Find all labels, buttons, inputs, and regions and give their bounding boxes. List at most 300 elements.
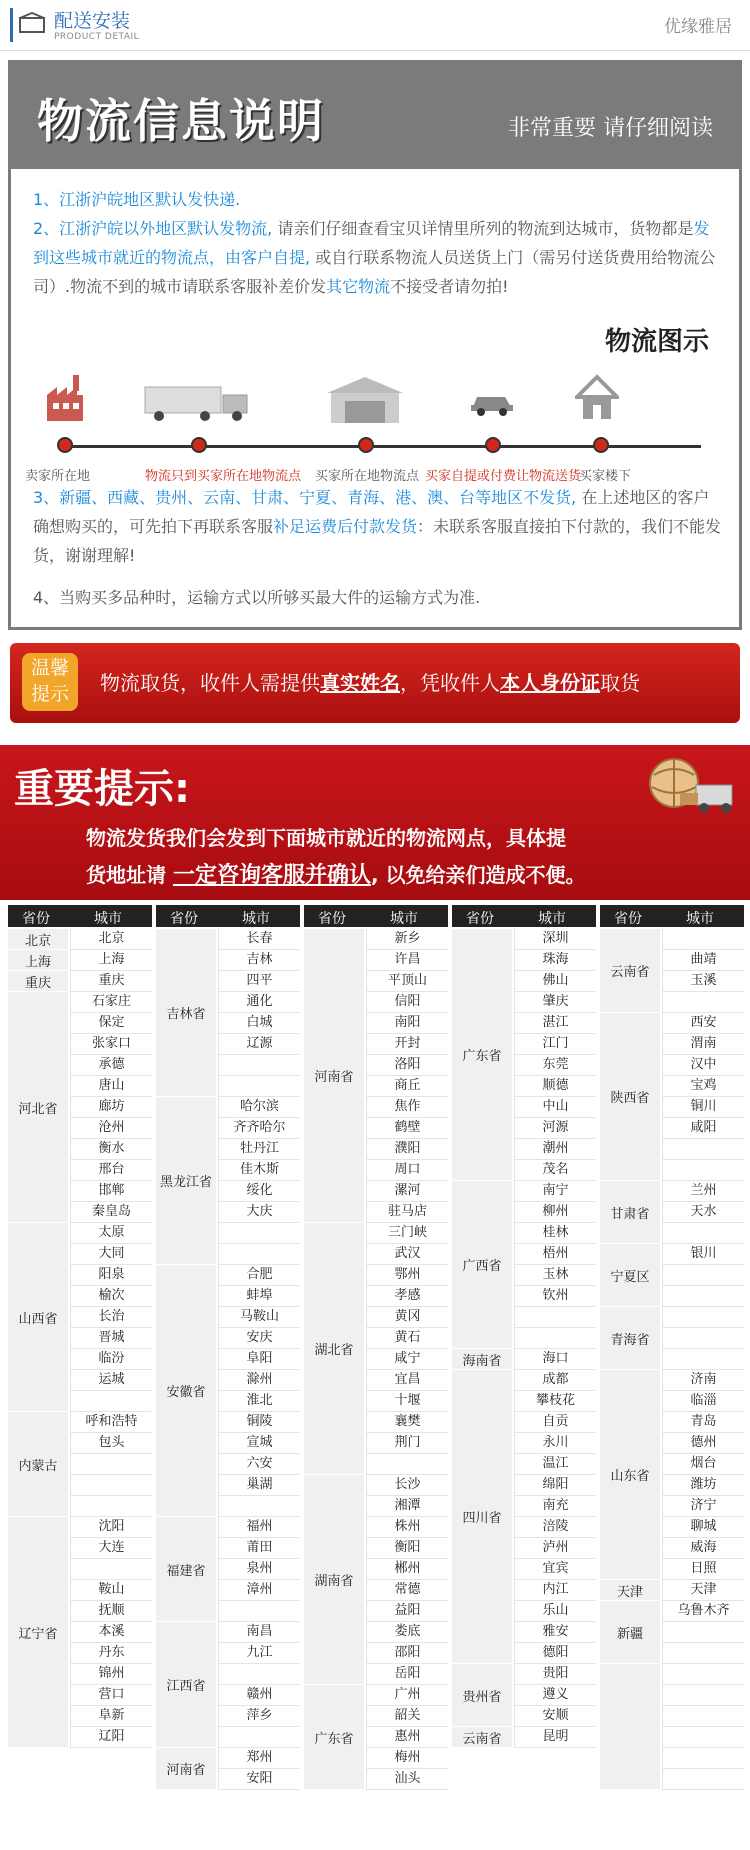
city-cell: 黄石 <box>366 1328 448 1349</box>
province-cell: 广西省 <box>452 1181 512 1349</box>
city-cell: 威海 <box>662 1538 744 1559</box>
province-cell: 安徽省 <box>156 1265 216 1517</box>
province-cell: 广东省 <box>304 1685 364 1790</box>
province-cell: 山东省 <box>600 1370 660 1580</box>
house-icon <box>575 373 619 423</box>
city-cell: 咸宁 <box>366 1349 448 1370</box>
flow-label: 买家自提或付费让物流送货 <box>425 469 582 484</box>
city-cell: 大庆 <box>218 1202 300 1223</box>
city-cell: 营口 <box>70 1685 152 1706</box>
warm-tip-text <box>100 667 640 696</box>
city-cell: 九江 <box>218 1643 300 1664</box>
page-header <box>0 0 750 52</box>
city-cell <box>218 1601 300 1622</box>
city-cell: 桂林 <box>514 1223 596 1244</box>
city-cell: 宜昌 <box>366 1370 448 1391</box>
city-cell: 呼和浩特 <box>70 1412 152 1433</box>
warm-text-part: 取货 <box>600 671 640 695</box>
province-cell: 贵州省 <box>452 1664 512 1727</box>
warm-tip-banner <box>10 643 740 723</box>
city-cell: 聊城 <box>662 1517 744 1538</box>
city-cell <box>70 1454 152 1475</box>
city-cell: 贵阳 <box>514 1664 596 1685</box>
city-cell: 银川 <box>662 1244 744 1265</box>
warm-text-id-card: 本人身份证 <box>500 671 600 695</box>
city-cell: 肇庆 <box>514 992 596 1013</box>
province-cell: 上海 <box>8 950 68 971</box>
city-cell: 巢湖 <box>218 1475 300 1496</box>
city-cell <box>662 1223 744 1244</box>
city-cell: 本溪 <box>70 1622 152 1643</box>
city-cell: 佳木斯 <box>218 1160 300 1181</box>
city-cell: 荆门 <box>366 1433 448 1454</box>
truck-icon <box>18 12 46 36</box>
city-cell: 四平 <box>218 971 300 992</box>
city-cell <box>662 1685 744 1706</box>
city-cell: 丹东 <box>70 1643 152 1664</box>
header-city: 城市 <box>94 911 122 927</box>
header-province: 省份 <box>22 911 50 927</box>
city-cell <box>662 1748 744 1769</box>
city-cell: 柳州 <box>514 1202 596 1223</box>
city-cell: 珠海 <box>514 950 596 971</box>
badge-line: 提示 <box>30 683 69 705</box>
table-column <box>452 905 596 1840</box>
city-cell <box>514 1307 596 1328</box>
city-cell: 潮州 <box>514 1139 596 1160</box>
header-city: 城市 <box>390 911 418 927</box>
city-cell: 娄底 <box>366 1622 448 1643</box>
city-cell: 保定 <box>70 1013 152 1034</box>
city-cell: 唐山 <box>70 1076 152 1097</box>
city-cell: 信阳 <box>366 992 448 1013</box>
city-cell: 铜陵 <box>218 1412 300 1433</box>
city-cell: 咸阳 <box>662 1118 744 1139</box>
city-cell: 武汉 <box>366 1244 448 1265</box>
province-cell: 江西省 <box>156 1622 216 1748</box>
city-cell: 石家庄 <box>70 992 152 1013</box>
header-province: 省份 <box>466 911 494 927</box>
info-p2-other: 其它物流 <box>326 277 391 296</box>
city-cell: 遵义 <box>514 1685 596 1706</box>
province-cell: 陕西省 <box>600 1013 660 1181</box>
table-header <box>304 905 448 927</box>
info-p2-highlight: 发到这些城市就近的物流点，由客户自提, <box>33 219 710 267</box>
city-cell <box>218 1244 300 1265</box>
city-cell: 绵阳 <box>514 1475 596 1496</box>
header-city: 城市 <box>538 911 566 927</box>
city-cell: 德阳 <box>514 1643 596 1664</box>
city-cell: 雅安 <box>514 1622 596 1643</box>
city-cell: 潍坊 <box>662 1475 744 1496</box>
header-title: 配送安装 <box>54 10 131 32</box>
city-cell <box>662 1769 744 1790</box>
city-cell: 烟台 <box>662 1454 744 1475</box>
province-cell: 宁夏区 <box>600 1244 660 1307</box>
city-cell: 临淄 <box>662 1391 744 1412</box>
notice-line-2 <box>86 858 586 889</box>
city-cell: 泉州 <box>218 1559 300 1580</box>
city-cell: 南阳 <box>366 1013 448 1034</box>
city-cell: 运城 <box>70 1370 152 1391</box>
city-cell: 晋城 <box>70 1328 152 1349</box>
city-cell <box>514 1328 596 1349</box>
city-cell: 天水 <box>662 1202 744 1223</box>
city-cell: 长春 <box>218 929 300 950</box>
city-cell: 绥化 <box>218 1181 300 1202</box>
info-p2-lead: 2、江浙沪皖以外地区默认发物流, <box>33 219 273 238</box>
city-cell: 十堰 <box>366 1391 448 1412</box>
city-cell: 株州 <box>366 1517 448 1538</box>
flow-title: 物流图示 <box>604 327 709 357</box>
notice-confirm-highlight: 一定咨询客服并确认 <box>172 863 371 888</box>
city-cell: 淮北 <box>218 1391 300 1412</box>
city-cell: 阜阳 <box>218 1349 300 1370</box>
city-cell: 辽源 <box>218 1034 300 1055</box>
city-cell: 邵阳 <box>366 1643 448 1664</box>
city-cell <box>662 1727 744 1748</box>
city-cell <box>662 1160 744 1181</box>
city-cell: 开封 <box>366 1034 448 1055</box>
province-cell: 海南省 <box>452 1349 512 1370</box>
city-cell <box>70 1391 152 1412</box>
table-header <box>452 905 596 927</box>
city-cell <box>218 1664 300 1685</box>
warm-text-real-name: 真实姓名 <box>320 671 400 695</box>
info-p2-tail: 不接受者请勿拍! <box>390 277 509 296</box>
city-cell: 焦作 <box>366 1097 448 1118</box>
city-cell: 莆田 <box>218 1538 300 1559</box>
city-cell <box>218 1223 300 1244</box>
city-cell: 自贡 <box>514 1412 596 1433</box>
city-cell: 攀枝花 <box>514 1391 596 1412</box>
city-cell: 重庆 <box>70 971 152 992</box>
table-column <box>8 905 152 1840</box>
city-cell <box>662 1139 744 1160</box>
city-cell: 广州 <box>366 1685 448 1706</box>
city-cell <box>662 1265 744 1286</box>
city-cell: 宣城 <box>218 1433 300 1454</box>
province-cell: 河北省 <box>8 992 68 1223</box>
header-city: 城市 <box>686 911 714 927</box>
province-cell: 青海省 <box>600 1307 660 1370</box>
province-cell: 河南省 <box>156 1748 216 1790</box>
city-cell: 青岛 <box>662 1412 744 1433</box>
city-cell: 抚顺 <box>70 1601 152 1622</box>
flow-label: 物流只到买家所在地物流点 <box>145 469 302 484</box>
city-cell: 濮阳 <box>366 1139 448 1160</box>
city-cell: 邯郸 <box>70 1181 152 1202</box>
city-cell: 曲靖 <box>662 950 744 971</box>
info-point-4: 4、当购买多品种时，运输方式以所够买最大件的运输方式为准. <box>33 588 481 607</box>
city-cell: 铜川 <box>662 1097 744 1118</box>
notice-title: 重要提示: <box>14 766 190 812</box>
table-header <box>8 905 152 927</box>
province-cell: 辽宁省 <box>8 1517 68 1748</box>
notice-text-part: , 以免给亲们造成不便。 <box>370 863 586 887</box>
badge-line: 温馨 <box>30 657 69 679</box>
city-cell: 吉林 <box>218 950 300 971</box>
city-cell: 乐山 <box>514 1601 596 1622</box>
city-cell: 秦皇岛 <box>70 1202 152 1223</box>
city-cell: 茂名 <box>514 1160 596 1181</box>
city-cell: 许昌 <box>366 950 448 971</box>
city-cell: 平顶山 <box>366 971 448 992</box>
info-point-1: 1、江浙沪皖地区默认发快递. <box>33 190 241 209</box>
city-cell: 德州 <box>662 1433 744 1454</box>
globe-delivery-icon <box>640 753 740 819</box>
city-cell: 阳泉 <box>70 1265 152 1286</box>
city-cell: 承德 <box>70 1055 152 1076</box>
city-cell: 济宁 <box>662 1496 744 1517</box>
province-cell: 山西省 <box>8 1223 68 1412</box>
header-province: 省份 <box>318 911 346 927</box>
city-cell: 襄樊 <box>366 1412 448 1433</box>
warm-tip-badge <box>22 653 78 711</box>
flow-dot <box>191 437 207 453</box>
city-cell: 漯河 <box>366 1181 448 1202</box>
city-cell: 河源 <box>514 1118 596 1139</box>
city-cell: 北京 <box>70 929 152 950</box>
header-province: 省份 <box>614 911 642 927</box>
city-cell: 深圳 <box>514 929 596 950</box>
city-cell: 湛江 <box>514 1013 596 1034</box>
city-cell <box>662 929 744 950</box>
province-cell: 黑龙江省 <box>156 1097 216 1265</box>
city-cell <box>662 1706 744 1727</box>
province-cell: 新疆 <box>600 1601 660 1664</box>
province-cell: 福建省 <box>156 1517 216 1622</box>
flow-label: 买家楼下 <box>579 469 632 484</box>
city-cell <box>662 1328 744 1349</box>
city-cell: 衡水 <box>70 1139 152 1160</box>
city-cell: 邢台 <box>70 1160 152 1181</box>
city-cell: 榆次 <box>70 1286 152 1307</box>
city-cell: 昆明 <box>514 1727 596 1748</box>
city-cell: 韶关 <box>366 1706 448 1727</box>
city-cell: 玉溪 <box>662 971 744 992</box>
city-cell: 常德 <box>366 1580 448 1601</box>
city-cell: 温江 <box>514 1454 596 1475</box>
city-cell: 包头 <box>70 1433 152 1454</box>
city-cell: 岳阳 <box>366 1664 448 1685</box>
table-column <box>156 905 300 1840</box>
table-column <box>304 905 448 1840</box>
city-cell: 郴州 <box>366 1559 448 1580</box>
city-cell <box>366 1454 448 1475</box>
city-cell: 鞍山 <box>70 1580 152 1601</box>
header-subtitle: PRODUCT DETAIL <box>54 32 140 42</box>
city-cell: 沈阳 <box>70 1517 152 1538</box>
city-cell: 西安 <box>662 1013 744 1034</box>
header-city: 城市 <box>242 911 270 927</box>
city-cell: 蚌埠 <box>218 1286 300 1307</box>
province-cell: 云南省 <box>452 1727 512 1748</box>
city-cell: 漳州 <box>218 1580 300 1601</box>
city-cell: 白城 <box>218 1013 300 1034</box>
warm-text-part: ，凭收件人 <box>400 671 500 695</box>
city-cell: 渭南 <box>662 1034 744 1055</box>
province-cell: 四川省 <box>452 1370 512 1664</box>
city-cell: 周口 <box>366 1160 448 1181</box>
city-cell: 福州 <box>218 1517 300 1538</box>
city-cell: 南宁 <box>514 1181 596 1202</box>
logistics-info-box <box>8 60 742 630</box>
city-cell: 南昌 <box>218 1622 300 1643</box>
city-cell: 沧州 <box>70 1118 152 1139</box>
city-cell: 驻马店 <box>366 1202 448 1223</box>
header-divider <box>0 50 750 51</box>
city-cell <box>662 1349 744 1370</box>
city-cell: 哈尔滨 <box>218 1097 300 1118</box>
city-cell: 衡阳 <box>366 1538 448 1559</box>
city-cell: 惠州 <box>366 1727 448 1748</box>
notice-text-part: 货地址请 <box>86 863 173 887</box>
city-cell <box>218 1055 300 1076</box>
city-cell: 黄冈 <box>366 1307 448 1328</box>
city-cell: 商丘 <box>366 1076 448 1097</box>
city-cell: 大连 <box>70 1538 152 1559</box>
city-cell: 佛山 <box>514 971 596 992</box>
info-point-2 <box>33 214 723 301</box>
info-title-band <box>11 63 739 169</box>
city-cell: 钦州 <box>514 1286 596 1307</box>
city-cell: 安阳 <box>218 1769 300 1790</box>
store-name: 优缘雅居 <box>664 17 732 37</box>
city-cell <box>662 1664 744 1685</box>
city-cell: 乌鲁木齐 <box>662 1601 744 1622</box>
city-cell: 宜宾 <box>514 1559 596 1580</box>
flow-dot <box>485 437 501 453</box>
city-cell: 通化 <box>218 992 300 1013</box>
city-cell: 洛阳 <box>366 1055 448 1076</box>
city-cell <box>662 992 744 1013</box>
city-cell: 辽阳 <box>70 1727 152 1748</box>
flow-label: 买家所在地物流点 <box>315 469 420 484</box>
city-cell: 长治 <box>70 1307 152 1328</box>
city-cell: 六安 <box>218 1454 300 1475</box>
city-cell: 临汾 <box>70 1349 152 1370</box>
flow-dot <box>593 437 609 453</box>
city-cell: 滁州 <box>218 1370 300 1391</box>
info-right-title: 非常重要 请仔细阅读 <box>508 116 713 141</box>
city-cell: 锦州 <box>70 1664 152 1685</box>
city-cell: 江门 <box>514 1034 596 1055</box>
flow-dot <box>358 437 374 453</box>
car-icon <box>469 387 515 417</box>
city-cell <box>662 1286 744 1307</box>
info-p2-body: 请亲们仔细查看宝贝详情里所列的物流到达城市，货物都是 <box>277 219 694 238</box>
city-cell: 赣州 <box>218 1685 300 1706</box>
info-p3-body: 在上述地区的客户确想购买的，可先拍下再联系客服 <box>33 488 710 536</box>
province-cell: 湖北省 <box>304 1223 364 1475</box>
table-header <box>600 905 744 927</box>
city-cell: 梧州 <box>514 1244 596 1265</box>
city-cell: 济南 <box>662 1370 744 1391</box>
city-cell: 汕头 <box>366 1769 448 1790</box>
city-cell: 上海 <box>70 950 152 971</box>
notice-line-1: 物流发货我们会发到下面城市就近的物流网点，具体提 <box>86 826 566 850</box>
province-cell: 湖南省 <box>304 1475 364 1685</box>
city-cell: 日照 <box>662 1559 744 1580</box>
city-cell: 海口 <box>514 1349 596 1370</box>
city-cell: 湘潭 <box>366 1496 448 1517</box>
header-province: 省份 <box>170 911 198 927</box>
city-cell: 玉林 <box>514 1265 596 1286</box>
city-cell: 安顺 <box>514 1706 596 1727</box>
warm-text-part: 物流取货，收件人需提供 <box>100 671 320 695</box>
city-cell <box>70 1559 152 1580</box>
city-cell: 萍乡 <box>218 1706 300 1727</box>
city-cell: 孝感 <box>366 1286 448 1307</box>
city-cell: 牡丹江 <box>218 1139 300 1160</box>
province-cell: 云南省 <box>600 929 660 1013</box>
warehouse-icon <box>325 375 405 425</box>
info-point-3 <box>33 483 723 570</box>
city-cell: 汉中 <box>662 1055 744 1076</box>
city-cell: 鹤壁 <box>366 1118 448 1139</box>
flow-label: 卖家所在地 <box>25 469 91 484</box>
header-accent-bar <box>10 8 13 42</box>
city-cell <box>662 1622 744 1643</box>
city-cell: 太原 <box>70 1223 152 1244</box>
factory-icon <box>43 373 87 423</box>
city-cell: 南充 <box>514 1496 596 1517</box>
city-cell <box>70 1496 152 1517</box>
province-cell: 广东省 <box>452 929 512 1181</box>
info-big-title: 物流信息说明 <box>37 94 325 148</box>
city-cell: 成都 <box>514 1370 596 1391</box>
info-p3-highlight: 补足运费后付款发货 <box>273 517 418 536</box>
province-cell: 北京 <box>8 929 68 950</box>
info-p3-tail: ：未联系客服直接拍下付款的，我们不能发货，谢谢理解! <box>33 517 722 565</box>
province-cell: 河南省 <box>304 929 364 1223</box>
lorry-icon <box>143 383 253 423</box>
province-cell: 甘肃省 <box>600 1181 660 1244</box>
city-cell: 三门峡 <box>366 1223 448 1244</box>
city-cell: 永川 <box>514 1433 596 1454</box>
city-cell <box>70 1475 152 1496</box>
city-cell: 马鞍山 <box>218 1307 300 1328</box>
city-cell: 长沙 <box>366 1475 448 1496</box>
city-table <box>8 905 742 1840</box>
info-p3-lead: 3、新疆、西藏、贵州、云南、甘肃、宁夏、青海、港、澳、台等地区不发货, <box>33 488 577 507</box>
city-cell: 中山 <box>514 1097 596 1118</box>
city-cell: 内江 <box>514 1580 596 1601</box>
info-p2-body2: 或自行联系物流人员送货上门（需另付送货费用给物流公司）.物流不到的城市请联系客服补差价发 <box>33 248 716 296</box>
city-cell: 益阳 <box>366 1601 448 1622</box>
city-cell: 宝鸡 <box>662 1076 744 1097</box>
city-cell <box>218 1727 300 1748</box>
city-cell <box>218 1076 300 1097</box>
city-cell: 阜新 <box>70 1706 152 1727</box>
province-cell: 内蒙古 <box>8 1412 68 1517</box>
city-cell: 合肥 <box>218 1265 300 1286</box>
province-cell: 重庆 <box>8 971 68 992</box>
province-cell: 吉林省 <box>156 929 216 1097</box>
city-cell: 安庆 <box>218 1328 300 1349</box>
city-cell: 张家口 <box>70 1034 152 1055</box>
city-cell: 齐齐哈尔 <box>218 1118 300 1139</box>
city-cell: 廊坊 <box>70 1097 152 1118</box>
city-cell: 郑州 <box>218 1748 300 1769</box>
city-cell: 天津 <box>662 1580 744 1601</box>
city-cell: 泸州 <box>514 1538 596 1559</box>
city-cell: 鄂州 <box>366 1265 448 1286</box>
province-cell <box>600 1664 660 1790</box>
table-header <box>156 905 300 927</box>
important-notice-banner <box>0 745 750 900</box>
